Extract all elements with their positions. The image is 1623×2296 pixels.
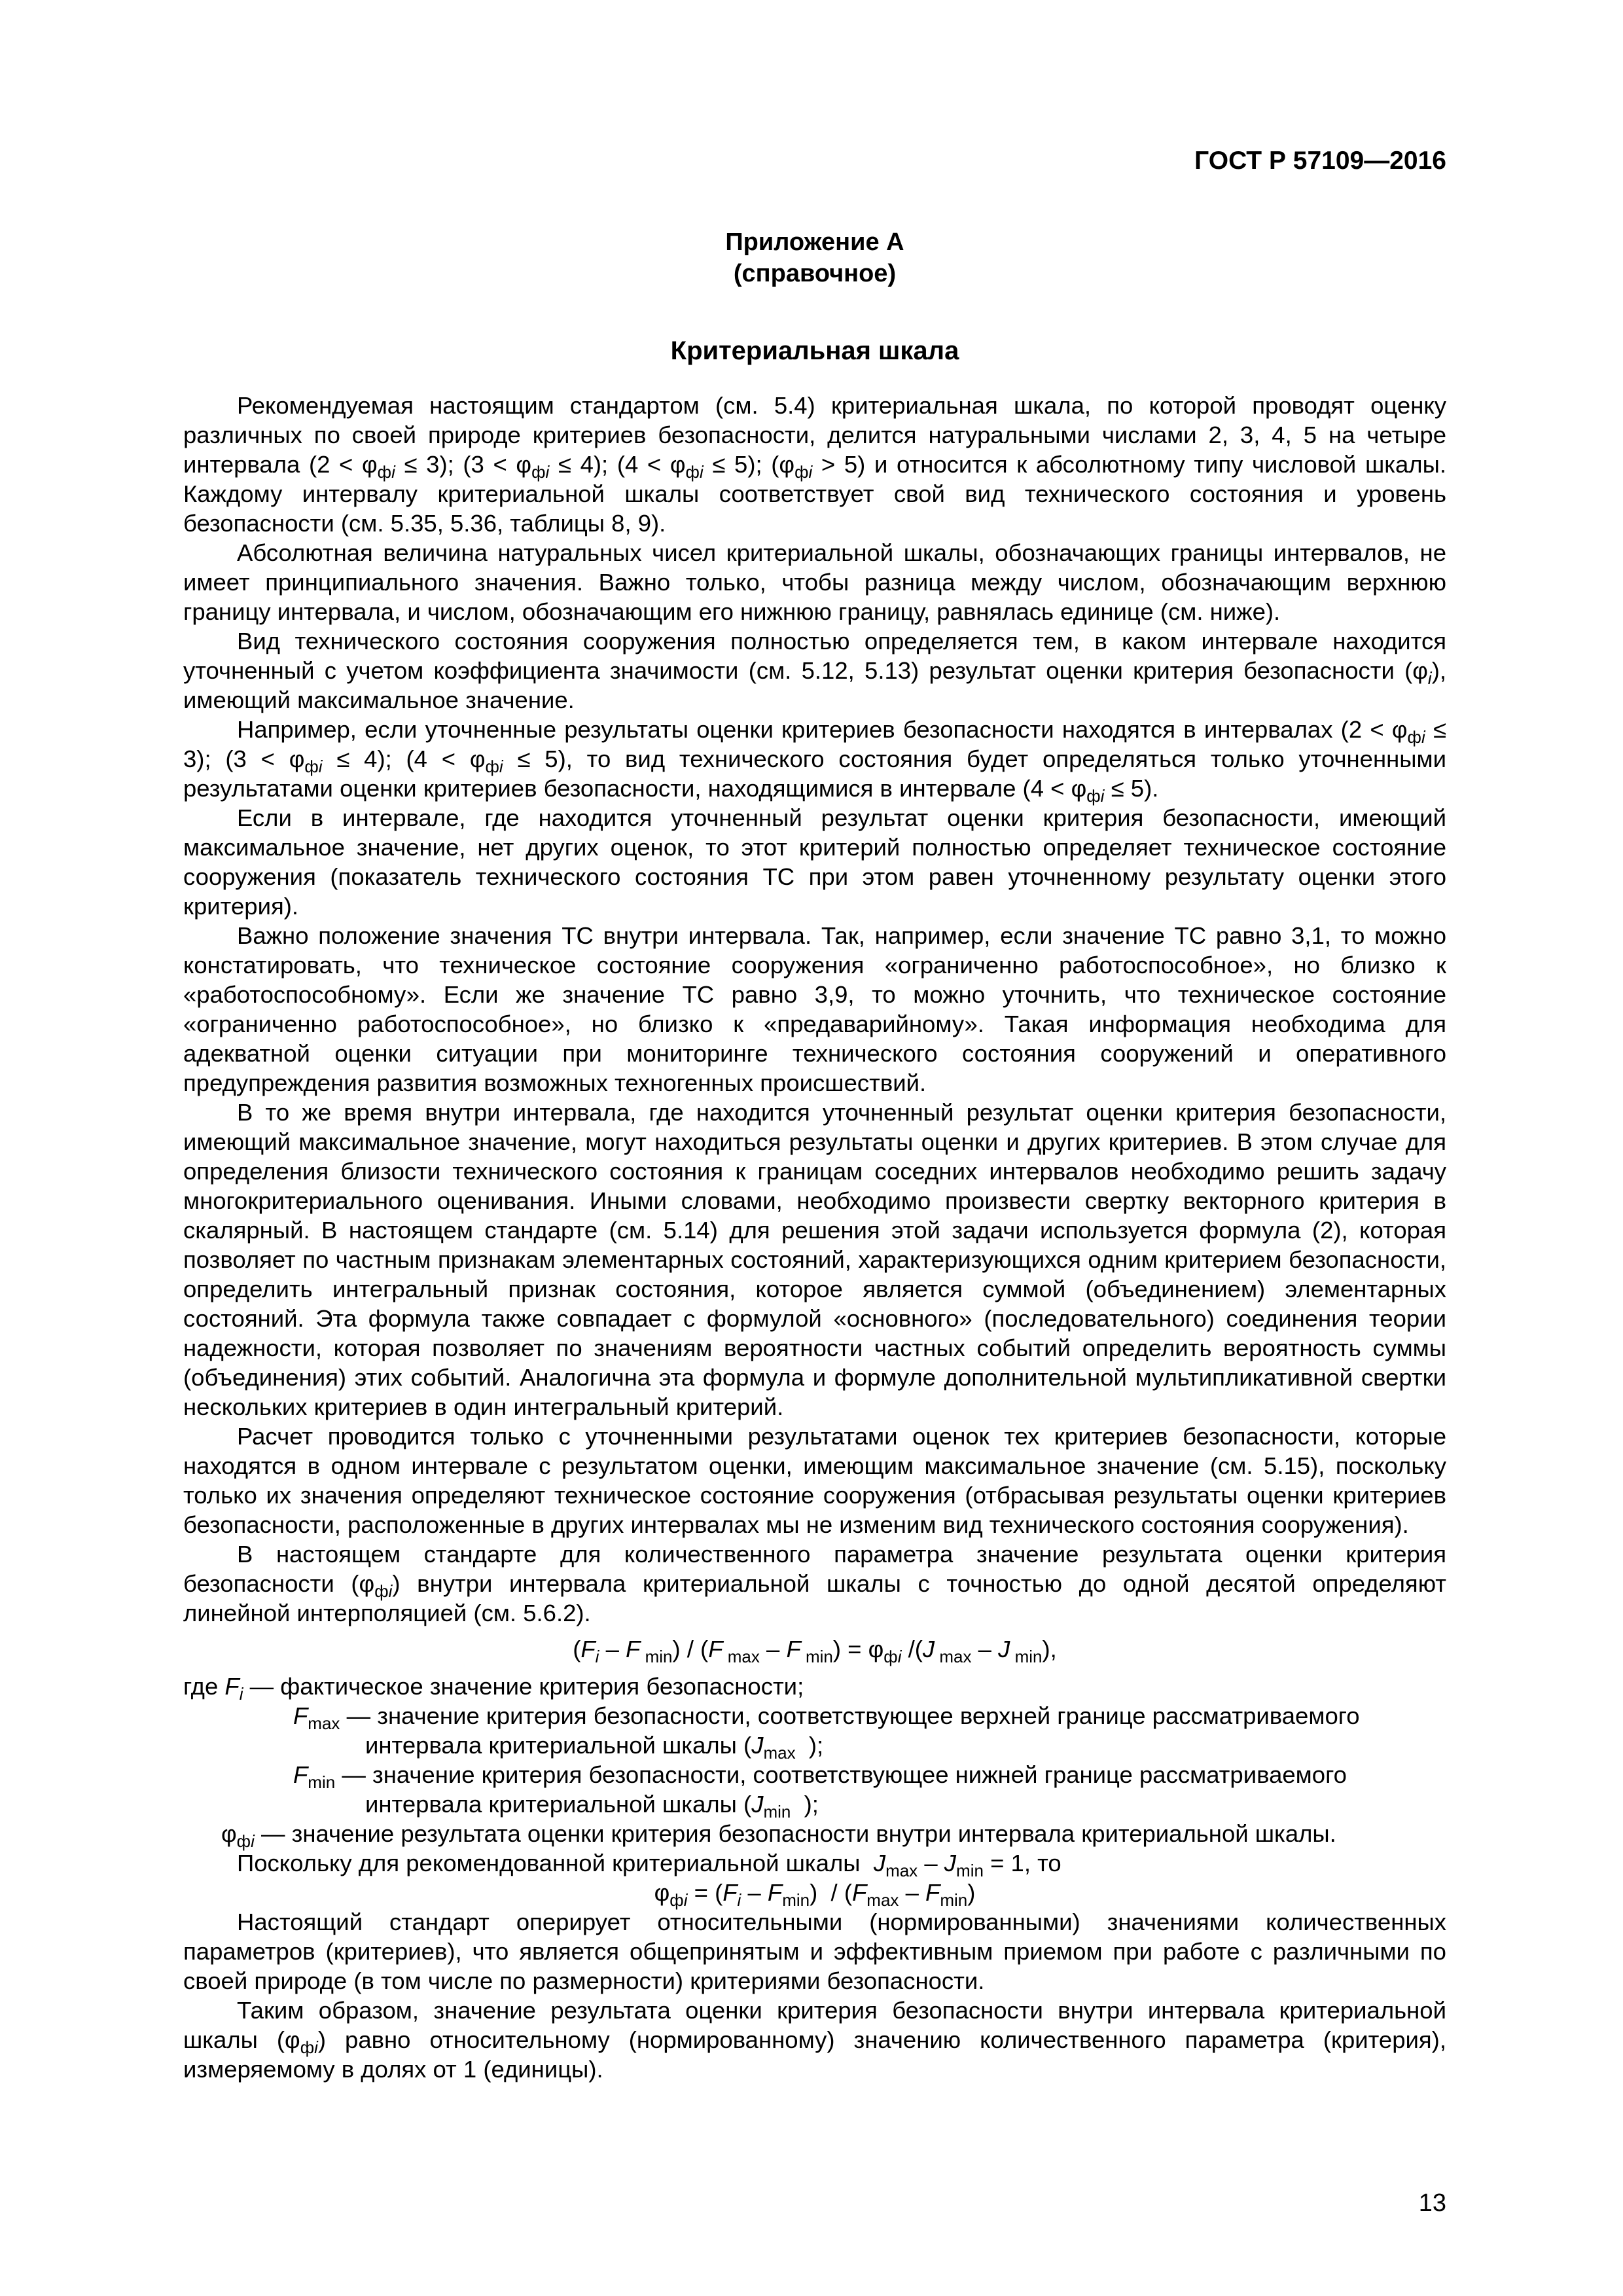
paragraph-2: Абсолютная величина натуральных чисел критериальной шкалы, обозначающих границы интервалов, не имеет принципиального значения. Важно только, чтобы разница между числом, обозначающим верхнюю границу интервала, и числом, обозначающим его нижнюю границу, равнялась единице (см. ниже). xyxy=(183,539,1446,625)
paragraph-9: В настоящем стандарте для количественного параметра значение результата оценки критерия безопасности $(\varphi_{фi})$ внутри интервала критериальной шкалы с точностью до одной десятой определяют линейной интерполяцией (см. 5.6.2). xyxy=(183,1541,1446,1626)
annex-status: (справочное) xyxy=(733,260,897,287)
definition-fi: где $F_i$ — фактическое значение критерия безопасности; xyxy=(183,1673,804,1704)
paragraph-11: Настоящий стандарт оперирует относительными (нормированными) значениями количественных параметров (критериев), что является общепринятым и эффективным приемом при работе с различными по своей природе (в том числе по размерности) критериями безопасности. xyxy=(183,1909,1446,1994)
definition-fmax: $F_{max}$ — значение критерия безопасности, соответствующее верхней границе рассматриваемого интервала критериальной шкалы ($J_{max}$ ); xyxy=(293,1702,1360,1763)
paragraph-5: Если в интервале, где находится уточненный результат оценки критерия безопасности, имеющий максимальное значение, нет других оценок, то этот критерий полностью определяет техническое состояние сооружения (показатель технического состояния ТС при этом равен уточненному результату оценки этого критерия). xyxy=(183,804,1446,920)
paragraph-1: Рекомендуемая настоящим стандартом (см. 5.4) критериальная шкала, по которой проводят оценку различных по своей природе критериев безопасности, делится натуральными числами 2, 3, 4, 5 на четыре интервала $(2 < \varphi_{фi} \le 3)$; $(3 < \varphi_{фi} \le 4)$; $(4 < \varphi_{фi} \le 5)$; $(\varphi_{фi} > 5)$ и относится к абсолютному типу числовой шкалы. Каждому интервалу критериальной шкалы соответствует свой вид технического состояния и уровень безопасности (см. 5.35, 5.36, таблицы 8, 9). xyxy=(183,392,1446,537)
paragraph-7: В то же время внутри интервала, где находится уточненный результат оценки критерия безопасности, имеющий максимальное значение, могут находиться результаты оценки и других критериев. В этом случае для определения близости технического состояния к границам соседних интервалов необходимо решить задачу многокритериального оценивания. Иными словами, необходимо произвести свертку векторного критерия в скалярный. В настоящем стандарте (см. 5.14) для решения этой задачи используется формула (2), которая позволяет по частным признакам элементарных состояний, характеризующихся одним критерием безопасности, определить интегральный признак состояния, которое является суммой (объединением) элементарных состояний. Эта формула также совпадает с формулой «основного» (последовательного) соединения теории надежности, которая позволяет по значениям вероятности частных событий определить вероятность суммы (объединения) этих событий. Аналогична эта формула и формуле дополнительной мультипликативной свертки нескольких критериев в один интегральный критерий. xyxy=(183,1099,1446,1420)
paragraph-12: Таким образом, значение результата оценки критерия безопасности внутри интервала критериальной шкалы $(\varphi_{фi})$ равно относительному (нормированному) значению количественного параметра (критерия), измеряемому в долях от 1 (единицы). xyxy=(183,1997,1446,2083)
annex-label: Приложение А xyxy=(725,228,904,256)
document-code: ГОСТ Р 57109—2016 xyxy=(1194,147,1446,175)
paragraph-8: Расчет проводится только с уточненными результатами оценок тех критериев безопасности, которые находятся в одном интервале с результатом оценки, имеющим максимальное значение (см. 5.15), поскольку только их значения определяют техническое состояние сооружения (отбрасывая результаты оценки критериев безопасности, расположенные в других интервалах мы не изменим вид технического состояния сооружения). xyxy=(183,1423,1446,1538)
definition-phi: $\varphi_{фi}$ — значение результата оценки критерия безопасности внутри интервала критериальной шкалы. xyxy=(221,1820,1336,1851)
section-title: Критериальная шкала xyxy=(670,336,959,365)
formula-normalized: $\varphi_{фi} = (F_i - F_{min}) / (F_{max} - F_{min})$ xyxy=(654,1879,976,1910)
symbol-definitions xyxy=(183,1672,1446,1851)
paragraph-4: Например, если уточненные результаты оценки критериев безопасности находятся в интервалах $(2 < \varphi_{фi} \le 3)$; $(3 < \varphi_{фi} \le 4)$; $(4 < \varphi_{фi} \le 5)$, то вид технического состояния будет определяться только уточненными результатами оценки критериев безопасности, находящимися в интервале $(4 < \varphi_{фi} \le 5)$. xyxy=(183,716,1446,806)
paragraph-3: Вид технического состояния сооружения полностью определяется тем, в каком интервале находится уточненный с учетом коэффициента значимости (см. 5.12, 5.13) результат оценки критерия безопасности $(\varphi_i)$, имеющий максимальное значение. xyxy=(183,628,1446,713)
paragraph-6: Важно положение значения ТС внутри интервала. Так, например, если значение ТС равно 3,1, то можно констатировать, что техническое состояние сооружения «ограниченно работоспособное», но близко к «работоспособному». Если же значение ТС равно 3,9, то можно уточнить, что техническое состояние «ограниченно работоспособное», но близко к «предаварийному». Такая информация необходима для адекватной оценки ситуации при мониторинге технического состояния сооружений и оперативного предупреждения развития возможных техногенных происшествий. xyxy=(183,922,1446,1096)
body-text xyxy=(183,391,1446,2084)
page-number: 13 xyxy=(1418,2189,1446,2217)
annex-heading xyxy=(183,226,1446,289)
paragraph-10: Поскольку для рекомендованной критериальной шкалы $J_{max} - J_{min} = 1$, то xyxy=(237,1850,1061,1880)
formula-interpolation: ($F_i$ – F $_{min}$) / (F $_{max}$ – F $_{min}) = \varphi_{фi}$ /(J $_{max}$ – J $_{min}$), xyxy=(573,1636,1057,1666)
definition-fmin: $F_{min}$ — значение критерия безопасности, соответствующее нижней границе рассматриваемого интервала критериальной шкалы ($J_{min}$ ); xyxy=(293,1761,1347,1821)
